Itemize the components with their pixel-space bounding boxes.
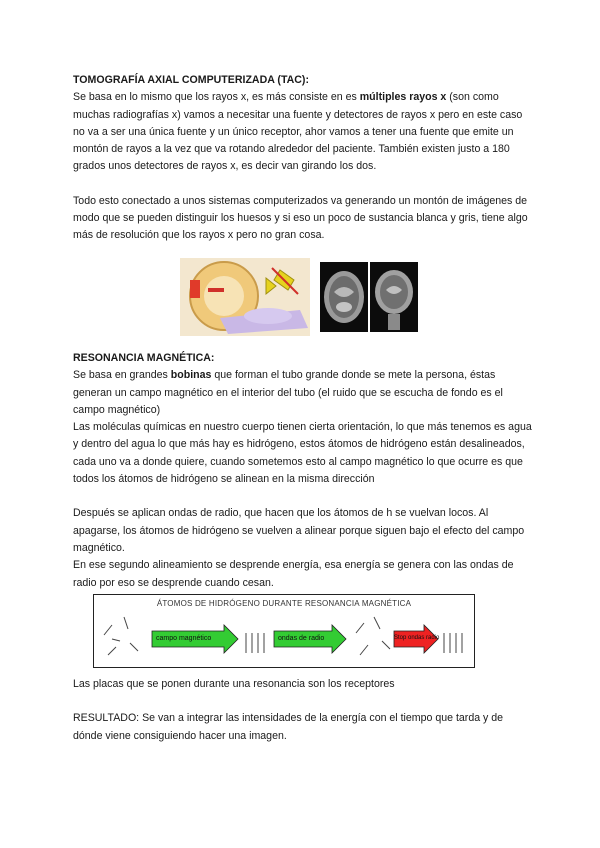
tac-section (73, 72, 533, 245)
result-paragraph: RESULTADO: Se van a integrar las intensidades de la energía con el tiempo que tarda y de dónde viene consiguiendo hacer una imagen. (73, 712, 504, 742)
rmn-closing (73, 676, 533, 745)
diagram-title: ÁTOMOS DE HIDRÓGENO DURANTE RESONANCIA MAGNÉTICA (156, 599, 412, 608)
hydrogen-atoms-diagram (93, 594, 475, 668)
tac-illustration (180, 258, 420, 336)
rmn-heading: RESONANCIA MAGNÉTICA: (73, 352, 215, 364)
rmn-paragraph-4: En ese segundo alineamiento se desprende energía, esa energía se genera con las ondas de radio por eso se desprende cuando cesan. (73, 559, 514, 589)
label-magnetic-field: campo magnético (156, 635, 212, 642)
rmn-paragraph-2: Las moléculas químicas en nuestro cuerpo tienen cierta orientación, lo que más tenemos es agua y dentro del agua lo que más hay es hidrógeno, estos átomos de hidrógeno están desalineados, cada uno va a donde quiere, cuando sometemos esto al campo magnético lo que ocurre es que todos los átomos de hidrógeno se alinean en la misma dirección (73, 421, 532, 486)
random-atoms-1 (104, 617, 138, 655)
ct-scanner-drawing (180, 258, 310, 336)
rmn-paragraph-1: Se basa en grandes bobinas que forman el tubo grande donde se mete la persona, éstas generan un campo magnético en el interior del tubo (el ruido que se escucha de fondo es el campo magnético) (73, 369, 503, 416)
label-stop-radio: Stop ondas radio (394, 635, 440, 641)
aligned-atoms-1 (246, 633, 264, 653)
ct-scan-image-1 (320, 262, 368, 332)
label-radio-waves: ondas de radio (278, 635, 325, 642)
aligned-atoms-2 (444, 633, 462, 653)
ct-scan-image-2 (370, 262, 418, 332)
tac-heading: TOMOGRAFÍA AXIAL COMPUTERIZADA (TAC): (73, 74, 309, 86)
rmn-section (73, 350, 533, 592)
tac-paragraph-2: Todo esto conectado a unos sistemas computerizados va generando un montón de imágenes de modo que se pueden distinguir los huesos y si eso un poco de sustancia blanca y gris, tiene algo más de resolución que los rayos x pero no gran cosa. (73, 194, 528, 242)
random-atoms-2 (356, 617, 390, 655)
rmn-paragraph-3: Después se aplican ondas de radio, que hacen que los átomos de h se vuelvan locos. Al apagarse, los átomos de hidrógeno se vuelven a alinear porque siguen bajo el efecto del campo magnético. (73, 507, 525, 554)
tac-paragraph-1: Se basa en lo mismo que los rayos x, es más consiste en es múltiples rayos x (son como muchas radiografías x) vamos a necesitar una fuente y detectores de rayos x pero en este caso no va a ser una única fuente y un único receptor, ahor vamos a tener una fuente que emite un montón de rayos a la vez que va rotando alrededor del paciente. También existen justo a 180 grados unos detectores de rayos x, es decir van girando los dos. (73, 91, 523, 173)
rmn-paragraph-5: Las placas que se ponen durante una resonancia son los receptores (73, 678, 395, 690)
